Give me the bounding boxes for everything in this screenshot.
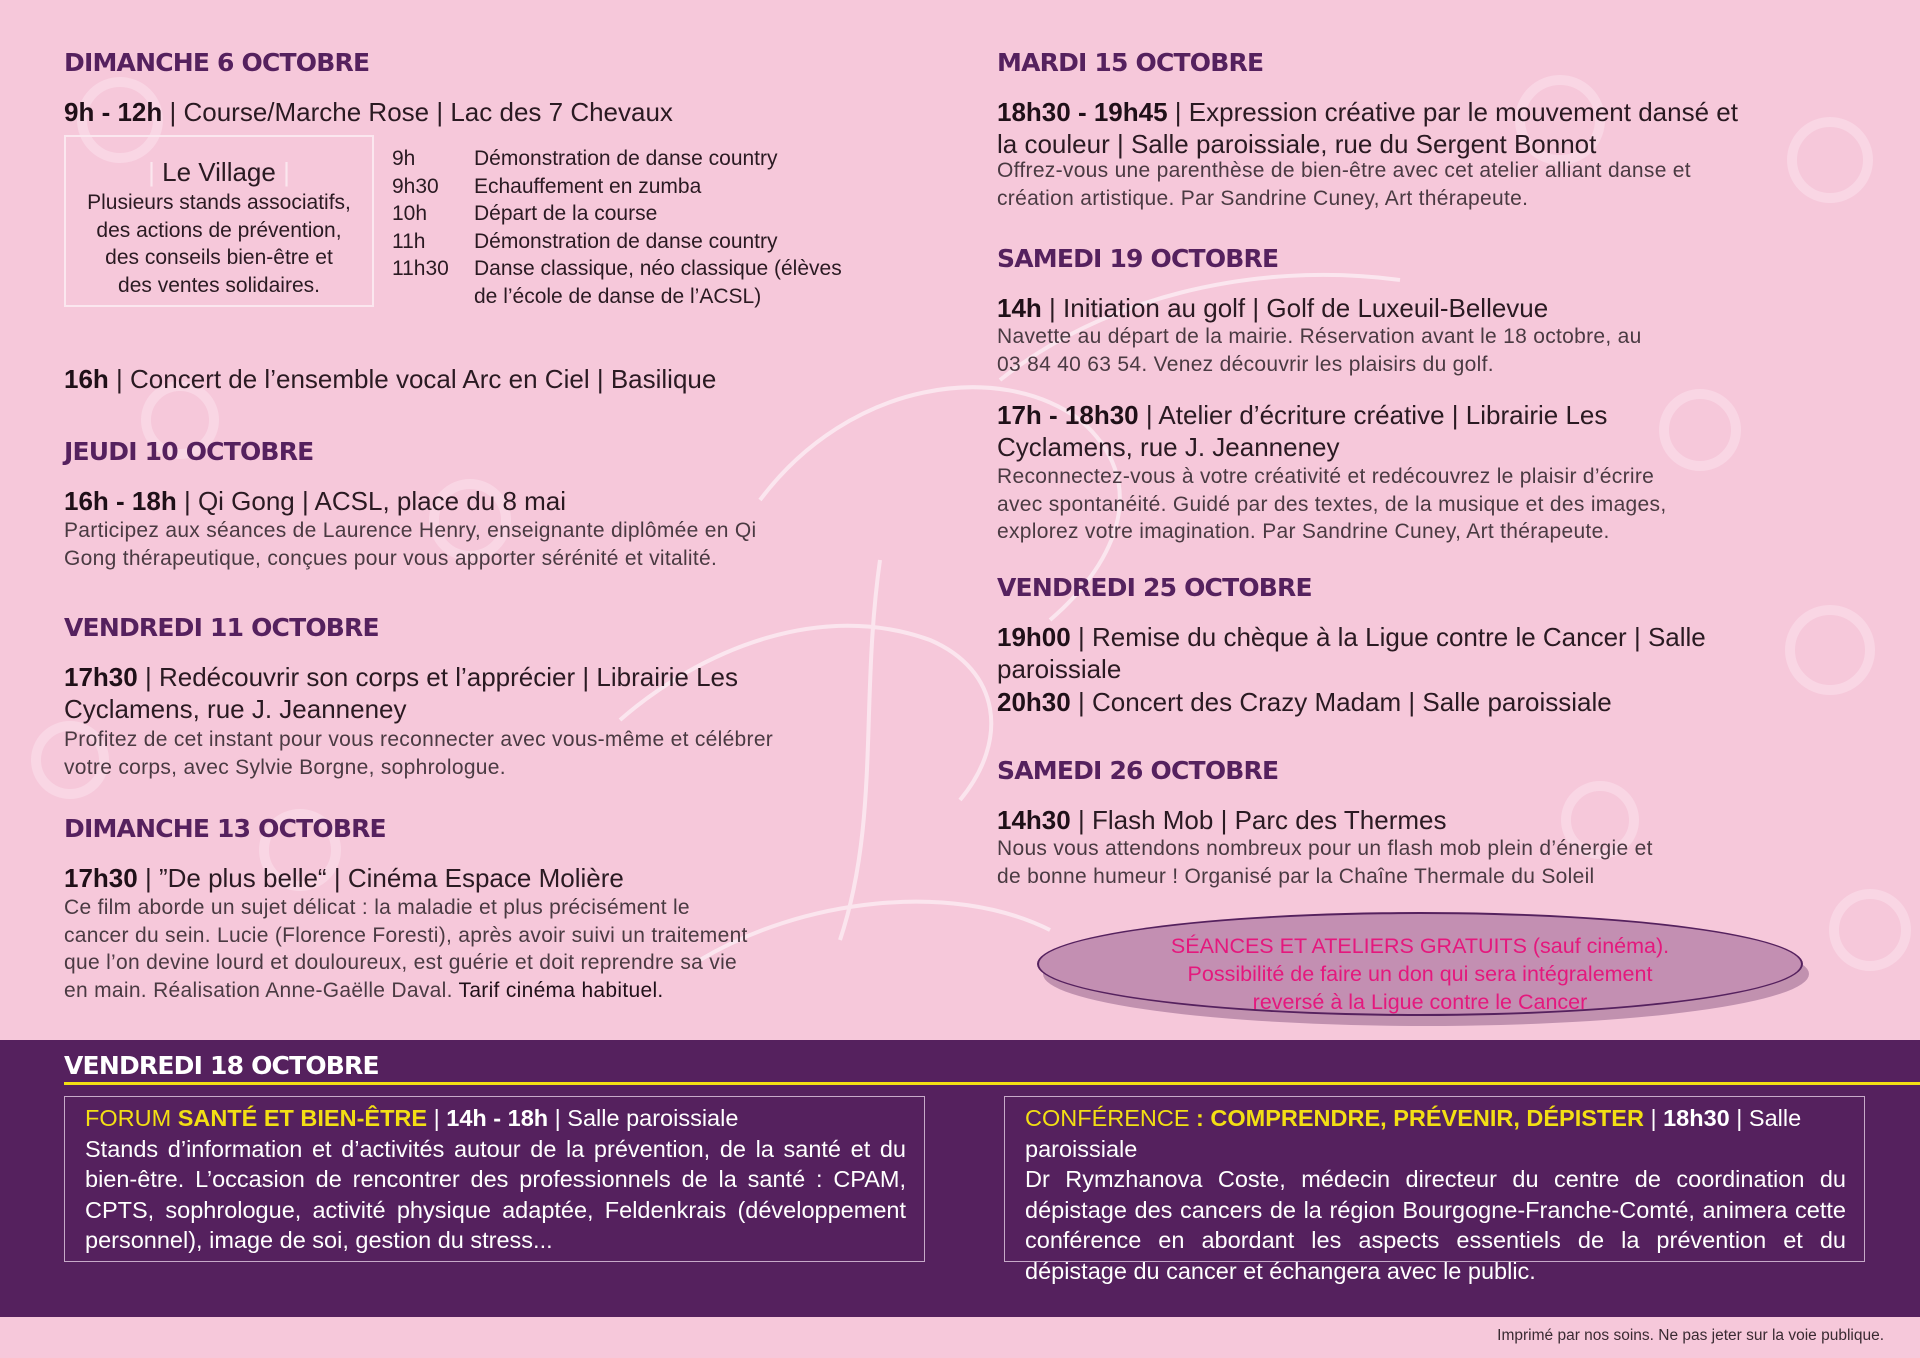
forum-place: Salle paroissiale [567,1105,739,1131]
schedule-time [392,283,474,311]
event-place: ACSL, place du 8 mai [314,486,567,516]
event-description [997,157,1877,212]
notice-line: Possibilité de faire un don qui sera intégralement [1187,962,1653,986]
village-schedule [392,145,952,310]
description-line: Gong thérapeutique, conçues pour vous apporter sérénité et vitalité. [64,546,718,570]
village-line: des conseils bien-être et [105,246,333,269]
event-description [64,726,944,781]
day-heading: DIMANCHE 13 OCTOBRE [64,814,386,843]
event-time: 16h - 18h [64,486,177,516]
schedule-time: 11h [392,229,426,253]
event-time: 17h30 [64,863,138,893]
description-line: avec spontanéité. Guidé par des textes, de la musique et des images, [997,492,1667,516]
schedule-label: Danse classique, néo classique (élèves [474,257,842,280]
event-time: 17h30 [64,662,138,692]
event-atelier-ecriture: 17h - 18h30 | Atelier d’écriture créative | Librairie Les Cyclamens, rue J. Jeanneney [997,400,1608,462]
event-place: Basilique [610,364,717,394]
description-line: cancer du sein. Lucie (Florence Foresti), après avoir suivi un traitement [64,923,748,947]
footer-note: Imprimé par nos soins. Ne pas jeter sur la voie publique. [1497,1327,1884,1344]
schedule-row [392,228,952,256]
conference-title: COMPRENDRE, PRÉVENIR, DÉPISTER [1210,1105,1644,1131]
day-heading: DIMANCHE 6 OCTOBRE [64,48,370,77]
schedule-label: de l’école de danse de l’ACSL) [474,284,762,308]
schedule-row [392,255,952,283]
event-place: Librairie Les [1465,400,1608,430]
event-place: Parc des Thermes [1234,805,1447,835]
event-place: paroissiale [997,654,1122,684]
event-title: Concert de l’ensemble vocal Arc en Ciel [130,364,590,394]
event-title: ”De plus belle“ [158,863,327,893]
day-heading: SAMEDI 19 OCTOBRE [997,244,1279,273]
yellow-divider [64,1082,1920,1085]
village-line: Plusieurs stands associatifs, [87,191,351,214]
event-time: 17h - 18h30 [997,400,1139,430]
conference-time: 18h30 [1663,1105,1730,1131]
schedule-row [392,145,952,173]
event-title: Expression créative par le mouvement dansé et [1188,97,1738,127]
event-place: Salle paroissiale [1422,687,1612,717]
conference-description: Dr Rymzhanova Coste, médecin directeur du centre de coordination du dépistage des cancers de la région Bourgogne-Franche-Comté, animera cette conférence en abordant les aspects essentiels de la prévention et du dépistage du cancer et échangera avec le public. [1025,1166,1846,1284]
event-remise-cheque: 19h00 | Remise du chèque à la Ligue contre le Cancer | Salle paroissiale [997,622,1706,684]
event-crazy-madam: 20h30 | Concert des Crazy Madam | Salle paroissiale [997,687,1612,717]
schedule-label: Démonstration de danse country [474,147,778,170]
event-time: 9h - 12h [64,97,163,127]
description-line: Reconnectez-vous à votre créativité et redécouvrez le plaisir d’écrire [997,465,1655,488]
event-time: 14h [997,293,1042,323]
description-line: en main. Réalisation Anne-Gaëlle Daval. [64,978,453,1002]
description-line: que l’on devine lourd et douloureux, est guérie et doit reprendre sa vie [64,951,738,974]
village-line: des ventes solidaires. [118,273,320,297]
event-de-plus-belle: 17h30 | ”De plus belle“ | Cinéma Espace Molière [64,863,624,893]
event-time: 16h [64,364,109,394]
description-line: Offrez-vous une parenthèse de bien-être avec cet atelier alliant danse et [997,159,1691,182]
event-time: 18h30 - 19h45 [997,97,1168,127]
village-title: Le Village [162,157,276,187]
event-title: Concert des Crazy Madam [1091,687,1402,717]
event-place: Lac des 7 Chevaux [450,97,673,127]
event-time: 14h30 [997,805,1071,835]
description-line: Navette au départ de la mairie. Réservation avant le 18 octobre, au [997,325,1642,348]
event-title: Course/Marche Rose [183,97,430,127]
conference-box: CONFÉRENCE : COMPRENDRE, PRÉVENIR, DÉPISTER | 18h30 | Salle paroissiale Dr Rymzhanova Coste, médecin directeur du centre de coordination du dépistage des cancers de la région Bourgogne-Franche-Comté, animera cette conférence en abordant les aspects essentiels de la prévention et du dépistage du cancer et échangera avec le public. [1004,1096,1865,1262]
day-heading: SAMEDI 26 OCTOBRE [997,756,1279,785]
day-heading: JEUDI 10 OCTOBRE [64,437,314,466]
event-time: 19h00 [997,622,1071,652]
event-description [64,517,944,572]
forum-time: 14h - 18h [446,1105,549,1131]
description-line: Participez aux séances de Laurence Henry, enseignante diplômée en Qi [64,519,757,542]
description-line: Ce film aborde un sujet délicat : la maladie et plus précisément le [64,896,690,919]
description-line: de bonne humeur ! Organisé par la Chaîne Thermale du Soleil [997,864,1595,888]
schedule-row [392,173,952,201]
day-heading: VENDREDI 25 OCTOBRE [997,573,1312,602]
event-title: Initiation au golf [1063,293,1246,323]
notice-line: reversé à la Ligue contre le Cancer [1252,990,1588,1014]
day-heading: MARDI 15 OCTOBRE [997,48,1264,77]
event-place: Cyclamens, rue J. Jeanneney [997,432,1340,462]
notice-line: SÉANCES ET ATELIERS GRATUITS (sauf cinéma). [1170,934,1670,958]
forum-description: Stands d’information et d’activités autour de la prévention, de la santé et du bien-être. L’occasion de rencontrer des professionnels de la santé : CPAM, CPTS, sophrologue, activité physique adaptée, Feldenkrais (développement personnel), image de soi, gestion du stress... [85,1135,906,1253]
tarif-note: Tarif cinéma habituel. [458,978,664,1002]
event-title: Redécouvrir son corps et l’apprécier [158,662,576,692]
village-line: des actions de prévention, [96,218,342,242]
event-place: Cinéma Espace Molière [347,863,624,893]
event-title: la couleur [997,129,1110,159]
event-description [64,894,944,1004]
event-flash-mob: 14h30 | Flash Mob | Parc des Thermes [997,805,1447,835]
description-line: Nous vous attendons nombreux pour un flash mob plein d’énergie et [997,837,1653,860]
event-description [997,463,1877,546]
event-place: Cyclamens, rue J. Jeanneney [64,694,407,724]
event-qi-gong: 16h - 18h | Qi Gong | ACSL, place du 8 mai [64,486,567,516]
schedule-time: 9h [392,147,416,170]
event-place: Golf de Luxeuil-Bellevue [1266,293,1549,323]
event-time: 20h30 [997,687,1071,717]
event-title: Flash Mob [1091,805,1214,835]
village-box: | Le Village | Plusieurs stands associatifs, des actions de prévention, des conseils bien-être et des ventes solidaires. [64,135,374,307]
description-line: votre corps, avec Sylvie Borgne, sophrologue. [64,755,506,779]
event-title: Atelier d’écriture créative [1158,400,1445,430]
conference-place: Salle paroissiale [1025,1105,1802,1162]
conference-colon: : [1189,1105,1211,1131]
event-place: Salle paroissiale, rue du Sergent Bonnot [1130,129,1597,159]
conference-prefix: CONFÉRENCE [1025,1105,1190,1131]
event-golf: 14h | Initiation au golf | Golf de Luxeuil-Bellevue [997,293,1549,323]
description-line: création artistique. Par Sandrine Cuney, Art thérapeute. [997,186,1529,210]
event-title: Remise du chèque à la Ligue contre le Cancer [1091,622,1627,652]
event-description [997,323,1877,378]
event-place: Salle [1647,622,1706,652]
forum-title: SANTÉ ET BIEN-ÊTRE [177,1105,428,1131]
day-heading: VENDREDI 11 OCTOBRE [64,613,379,642]
event-concert-arc-en-ciel: 16h | Concert de l’ensemble vocal Arc en Ciel | Basilique [64,364,717,394]
forum-prefix: FORUM [85,1105,178,1131]
description-line: 03 84 40 63 54. Venez découvrir les plaisirs du golf. [997,352,1494,376]
event-course-rose: 9h - 12h | Course/Marche Rose | Lac des 7 Chevaux [64,97,673,127]
schedule-row [392,283,952,311]
event-description [997,835,1877,890]
event-title: Qi Gong [197,486,295,516]
schedule-label: Echauffement en zumba [474,174,702,198]
friday-18-band [0,1040,1920,1317]
free-sessions-notice [1037,912,1803,1016]
day-heading: VENDREDI 18 OCTOBRE [64,1051,379,1080]
schedule-label: Démonstration de danse country [474,229,778,253]
schedule-time: 9h30 [392,174,439,198]
schedule-time: 11h30 [392,257,449,280]
event-redecouvrir: 17h30 | Redécouvrir son corps et l’apprécier | Librairie Les Cyclamens, rue J. Jeanneney [64,662,739,724]
schedule-time: 10h [392,202,428,225]
description-line: Profitez de cet instant pour vous reconnecter avec vous-même et célébrer [64,728,774,751]
schedule-label: Départ de la course [474,202,658,225]
description-line: explorez votre imagination. Par Sandrine Cuney, Art thérapeute. [997,520,1610,543]
event-place: Librairie Les [596,662,739,692]
forum-box: FORUM SANTÉ ET BIEN-ÊTRE | 14h - 18h | Salle paroissiale Stands d’information et d’activités autour de la prévention, de la santé et du bien-être. L’occasion de rencontrer des professionnels de la santé : CPAM, CPTS, sophrologue, activité physique adaptée, Feldenkrais (développement personnel), image de soi, gestion du stress... [64,1096,925,1262]
schedule-row [392,200,952,228]
event-expression-creative: 18h30 - 19h45 | Expression créative par le mouvement dansé et la couleur | Salle paroissiale, rue du Sergent Bonnot [997,97,1738,159]
